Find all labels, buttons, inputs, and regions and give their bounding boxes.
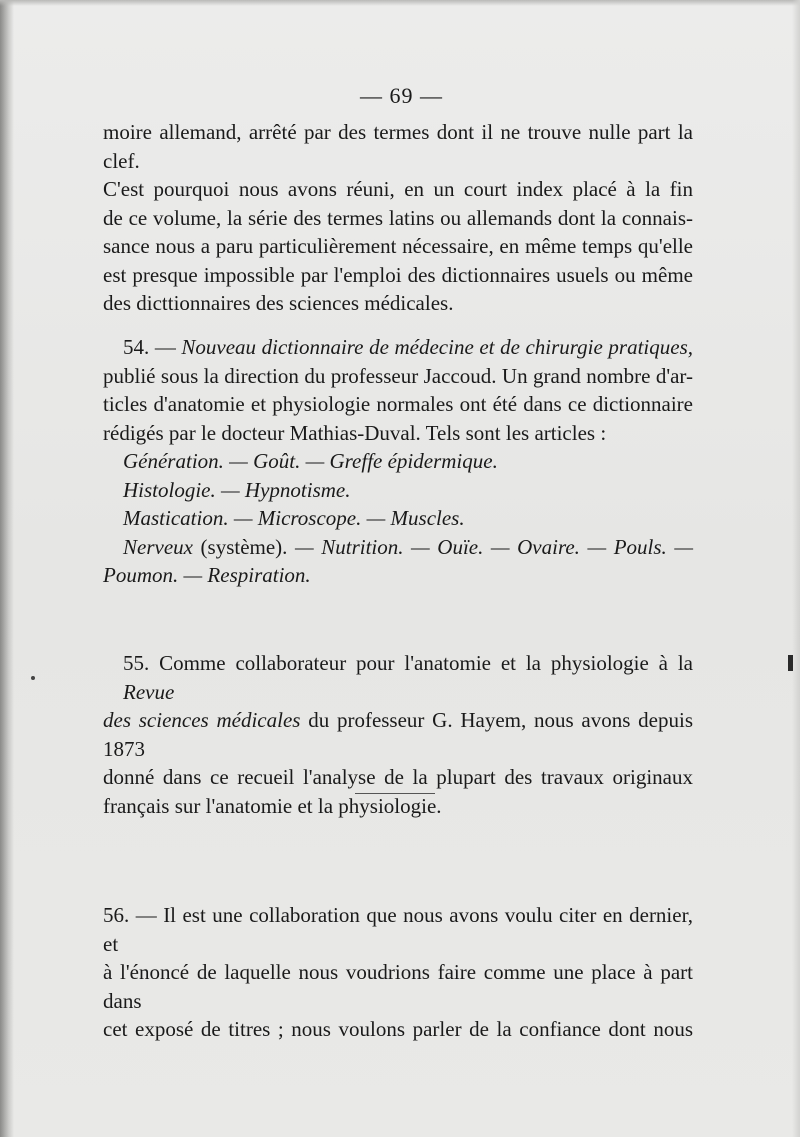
dictionary-title: Nouveau dictionnaire de médecine et de chirurgie pratiques,	[181, 335, 694, 359]
journal-title: des sciences médicales	[103, 708, 301, 732]
article-list-line: Mastication. — Microscope. — Muscles.	[123, 506, 465, 530]
page-left-shadow	[0, 0, 14, 1137]
page-number: — 69 —	[360, 83, 443, 108]
margin-dot	[31, 676, 35, 680]
text-line: des dicttionnaires des sciences médicales.	[103, 291, 454, 315]
text-line: à l'énoncé de laquelle nous voudrions faire comme une place à part dans	[103, 960, 693, 1013]
text-line: 55. Comme collaborateur pour l'anatomie et la physiologie à la Revue	[123, 651, 693, 704]
text-line: français sur l'anatomie et la physiologie.	[103, 793, 442, 818]
text-line: des sciences médicales du professeur G. Hayem, nous avons depuis 1873	[103, 708, 693, 761]
article-list-line: Histologie. — Hypnotisme.	[123, 477, 351, 502]
paragraph-56	[103, 901, 693, 1044]
item-number: 54. —	[123, 335, 176, 359]
section-separator	[355, 793, 435, 794]
text-line: C'est pourquoi nous avons réuni, en un court index placé à la fin	[103, 177, 693, 201]
page-top-shadow	[0, 0, 800, 6]
text-line: ticles d'anatomie et physiologie normales ont été dans ce dictionnaire	[103, 392, 693, 416]
article-list-line: Poumon. — Respiration.	[103, 563, 311, 587]
text-line: donné dans ce recueil l'analyse de la plupart des travaux originaux	[103, 765, 693, 789]
paragraph-continuation	[103, 118, 693, 318]
text-line: 56. — Il est une collaboration que nous avons voulu citer en dernier, et	[103, 903, 693, 956]
page-right-shadow	[792, 0, 800, 1137]
article-list-line: Nerveux (système). — Nutrition. — Ouïe. — Ovaire. — Pouls. —	[123, 534, 694, 559]
text-line: cet exposé de titres ; nous voulons parler de la confiance dont nous	[103, 1017, 693, 1041]
paragraph-55	[103, 649, 693, 820]
paragraph-54	[103, 333, 693, 590]
text-line: de ce volume, la série des termes latins ou allemands dont la connais-	[103, 205, 693, 230]
text-line: publié sous la direction du professeur Jaccoud. Un grand nombre d'ar-	[103, 363, 693, 388]
text-line	[103, 333, 693, 362]
text-line: est presque impossible par l'emploi des dictionnaires usuels ou même	[103, 262, 693, 287]
article-list-line: Génération. — Goût. — Greffe épidermique.	[123, 449, 498, 473]
text-line: moire allemand, arrêté par des termes dont il ne trouve nulle part la clef.	[103, 120, 693, 173]
margin-mark	[788, 655, 793, 671]
text-line: sance nous a paru particulièrement nécessaire, en même temps qu'elle	[103, 234, 693, 258]
text-line: rédigés par le docteur Mathias-Duval. Tels sont les articles :	[103, 420, 607, 445]
journal-title: Revue	[123, 679, 175, 704]
